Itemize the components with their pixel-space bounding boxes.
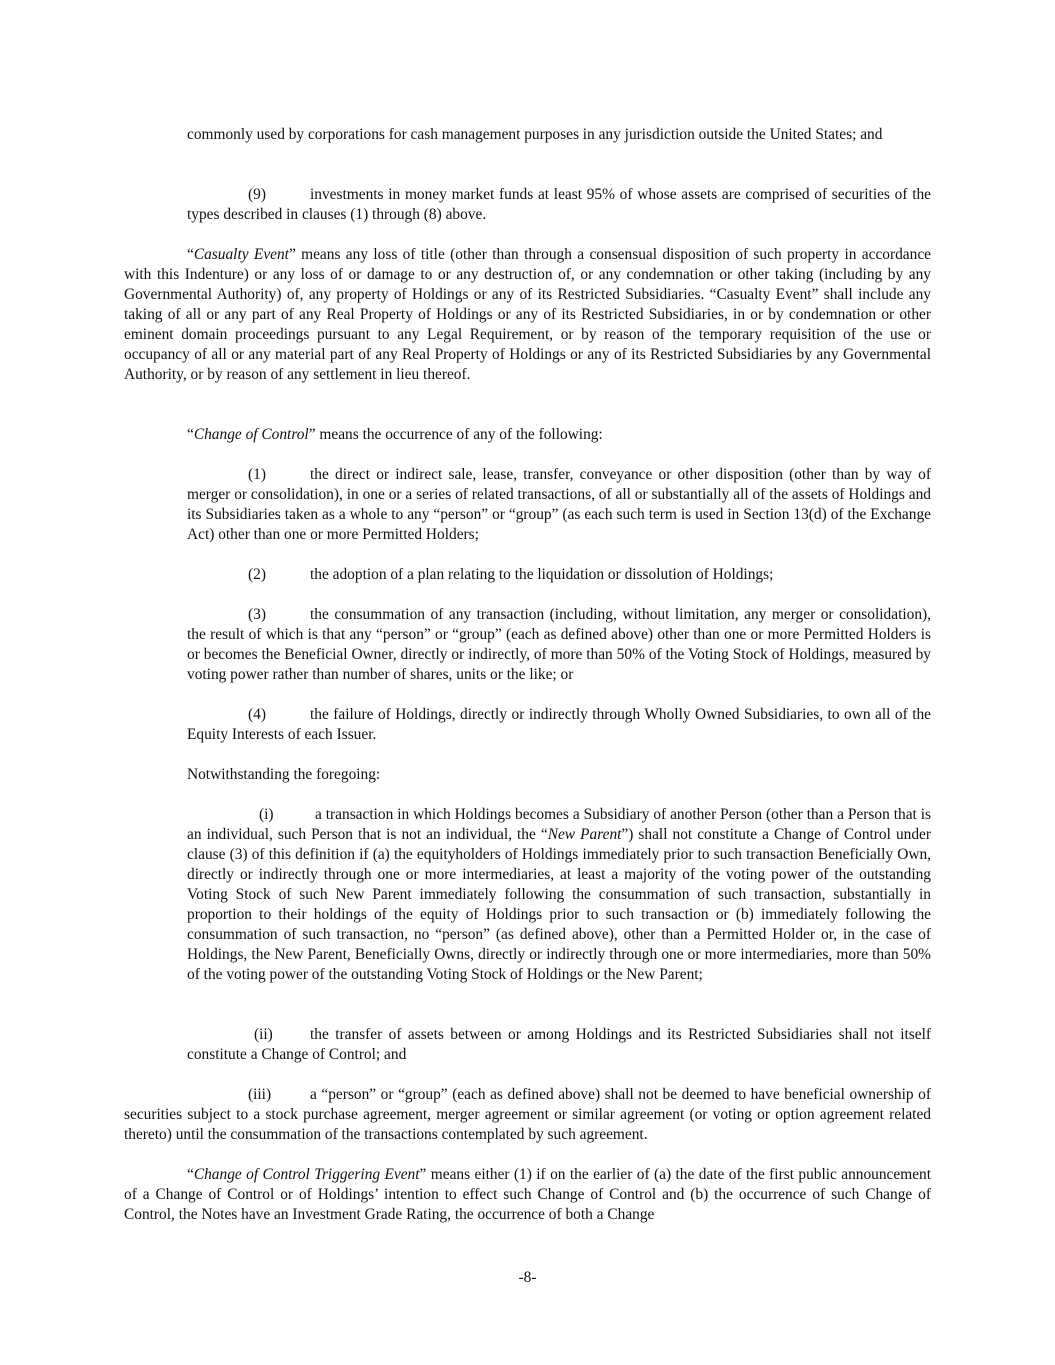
definition-casualty-event: “Casualty Event” means any loss of title (other than through a consensual disposition of such property in accordance with this Indenture) or any loss of or damage to or any destruction of, or any condemnation or other taking (including by any Governmental Authority) of, any property of Holdings or any of its Restricted Subsidiaries. “Casualty Event” shall include any taking of all or any part of any Real Property of Holdings or any of its Restricted Subsidiaries, in or by condemnation or other eminent domain proceedings pursuant to any Legal Requirement, or by reason of the temporary requisition of the use or occupancy of all or any material part of any Real Property of Holdings or any of its Restricted Subsidiaries by any Governmental Authority, or by reason of any settlement in lieu thereof. — [124, 246, 931, 383]
paragraph-notwithstanding: Notwithstanding the foregoing: — [187, 766, 381, 783]
clause-number: (1) — [248, 466, 266, 483]
clause-number: (i) — [259, 806, 274, 823]
clause-4-equity-interests: (4) the failure of Holdings, directly or indirectly through Wholly Owned Subsidiaries, to own all of the Equity Interests of each Issuer. — [187, 706, 931, 743]
defined-term: Change of Control Triggering Event — [193, 1166, 420, 1183]
defined-term: Casualty Event — [193, 246, 289, 263]
clause-number: (4) — [248, 706, 266, 723]
defined-term: Change of Control — [193, 426, 309, 443]
clause-2-liquidation: (2) the adoption of a plan relating to the liquidation or dissolution of Holdings; — [248, 566, 774, 583]
clause-ii-transfer-of-assets: (ii) the transfer of assets between or among Holdings and its Restricted Subsidiaries shall not itself constitute a Change of Control; and — [187, 1026, 931, 1063]
clause-number: (ii) — [254, 1026, 273, 1043]
clause-1-disposition: (1) the direct or indirect sale, lease, transfer, conveyance or other disposition (other than by way of merger or consolidation), in one or a series of related transactions, of all or substantially all of the assets of Holdings and its Subsidiaries taken as a whole to any “person” or “group” (as each such term is used in Section 13(d) of the Exchange Act) other than one or more Permitted Holders; — [187, 466, 931, 543]
paragraph-cash-equivalents-continued: commonly used by corporations for cash management purposes in any jurisdiction outside the United States; and — [187, 126, 883, 143]
definition-change-of-control: “Change of Control” means the occurrence of any of the following: — [187, 426, 603, 443]
clause-i-new-parent: (i) a transaction in which Holdings becomes a Subsidiary of another Person (other than a Person that is an individual, such Person that is not an individual, the “New Parent”) shall not constitute a Change of Control under clause (3) of this definition if (a) the equityholders of Holdings immediately prior to such transaction Beneficially Own, directly or indirectly through one or more intermediaries, at least a majority of the voting power of the outstanding Voting Stock of such New Parent immediately following the consummation of such transaction, substantially in proportion to their holdings of the equity of Holdings prior to such transaction or (b) immediately following the consummation of such transaction, no “person” (as defined above), other than a Permitted Holder or, in the case of Holdings, the New Parent, Beneficially Owns, directly or indirectly through one or more intermediaries, more than 50% of the voting power of the outstanding Voting Stock of Holdings or the New Parent; — [187, 806, 931, 983]
clause-9-money-market-funds: (9) investments in money market funds at least 95% of whose assets are comprised of securities of the types described in clauses (1) through (8) above. — [187, 186, 931, 223]
definition-change-of-control-triggering-event: “Change of Control Triggering Event” means either (1) if on the earlier of (a) the date of the first public announcement of a Change of Control or of Holdings’ intention to effect such Change of Control and (b) the occurrence of such Change of Control, the Notes have an Investment Grade Rating, the occurrence of both a Change — [124, 1166, 931, 1223]
defined-term: New Parent — [547, 826, 622, 843]
clause-iii-beneficial-ownership: (iii) a “person” or “group” (each as defined above) shall not be deemed to have beneficial ownership of securities subject to a stock purchase agreement, merger agreement or similar agreement (or voting or option agreement related thereto) until the consummation of the transactions contemplated by such agreement. — [124, 1086, 931, 1143]
clause-number: (3) — [248, 606, 266, 623]
clause-number: (iii) — [248, 1086, 272, 1103]
clause-3-consummation: (3) the consummation of any transaction (including, without limitation, any merger or consolidation), the result of which is that any “person” or “group” (each as defined above) other than one or more Permitted Holders is or becomes the Beneficial Owner, directly or indirectly, of more than 50% of the Voting Stock of Holdings, measured by voting power rather than number of shares, units or the like; or — [187, 606, 931, 683]
clause-number: (9) — [248, 186, 266, 203]
clause-number: (2) — [248, 566, 266, 583]
page-number: -8- — [518, 1269, 537, 1286]
